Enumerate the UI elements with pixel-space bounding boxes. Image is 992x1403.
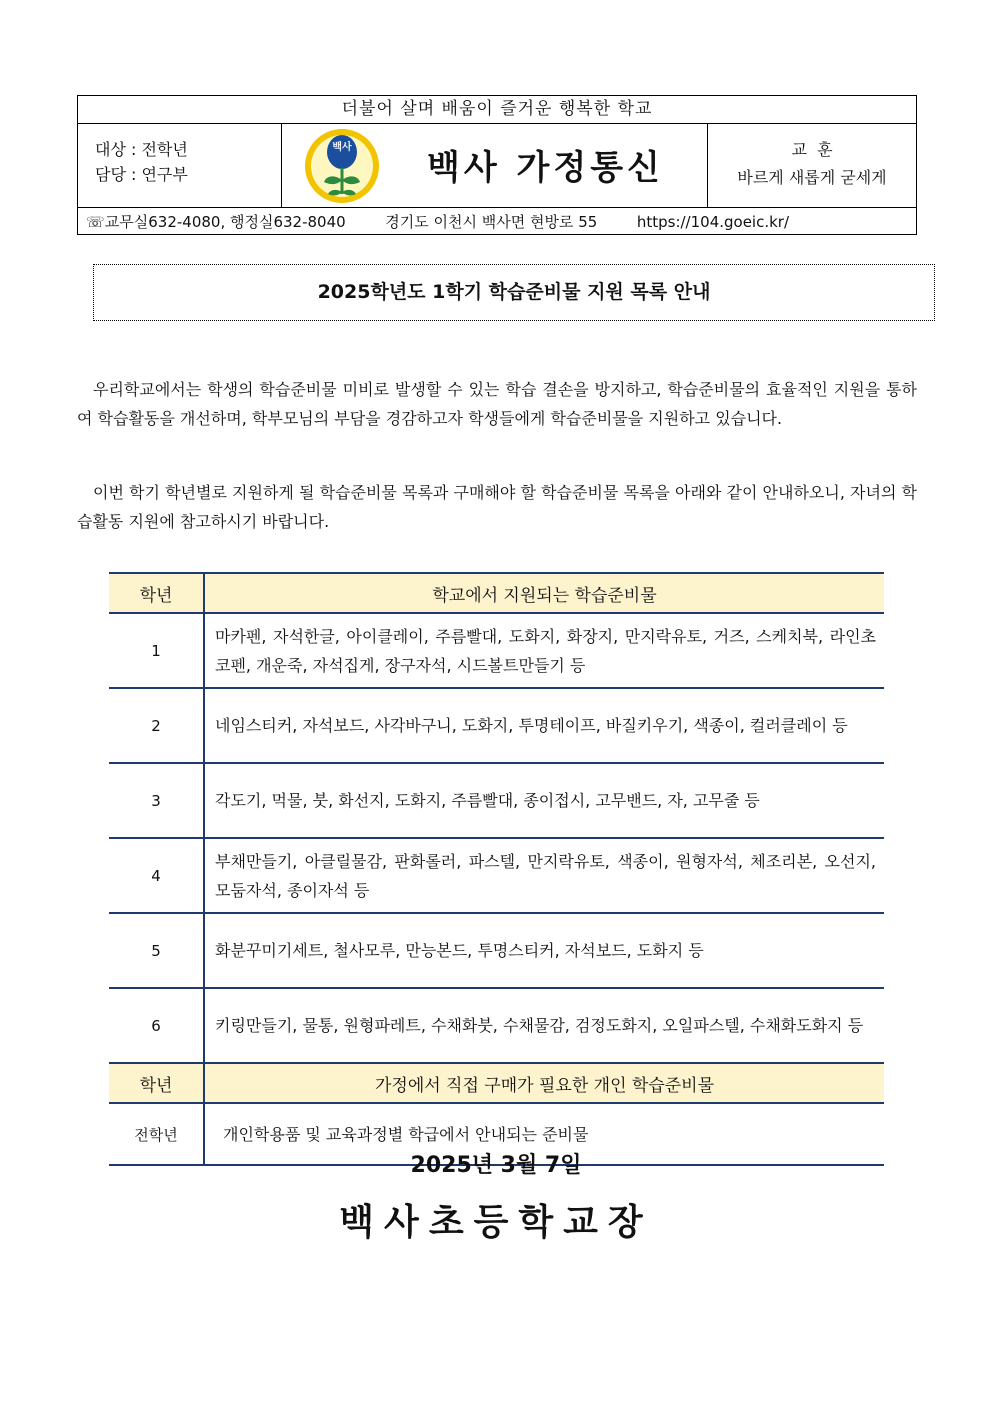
supplies-table <box>109 572 884 1166</box>
principal-signature: 백사초등학교장 <box>339 1202 653 1243</box>
table-row <box>109 913 884 988</box>
newsletter-title: 백사 가정통신 <box>427 148 664 188</box>
school-motto-box <box>708 124 916 207</box>
phone-numbers: ☏교무실632-4080, 행정실632-8040 <box>86 213 346 231</box>
target-audience: 대상 : 전학년 <box>95 140 188 159</box>
contact-line <box>78 208 916 236</box>
table-header-row-home <box>109 1063 884 1103</box>
table-row <box>109 838 884 913</box>
paragraph-guide: 이번 학기 학년별로 지원하게 될 학습준비물 목록과 구매해야 할 학습준비물 목록을 아래와 같이 안내하오니, 자녀의 학습활동 지원에 참고하시기 바랍니다. <box>77 483 917 531</box>
notice-subject: 2025학년도 1학기 학습준비물 지원 목록 안내 <box>93 264 935 321</box>
school-address: 경기도 이천시 백사면 현방로 55 <box>385 213 598 231</box>
header-middle <box>78 124 916 208</box>
items-cell: 키링만들기, 물통, 원형파레트, 수채화붓, 수채물감, 검정도화지, 오일파스텔, 수채화도화지 등 <box>204 988 884 1063</box>
table-row <box>109 988 884 1063</box>
home-supplies-header: 가정에서 직접 구매가 필요한 개인 학습준비물 <box>204 1063 884 1103</box>
paragraph-intro: 우리학교에서는 학생의 학습준비물 미비로 발생할 수 있는 학습 결손을 방지하고, 학습준비물의 효율적인 지원을 통하여 학습활동을 개선하며, 학부모님의 부담을 경감하고자 학생들에게 학습준비물을 지원하고 있습니다. <box>77 380 917 428</box>
table-row <box>109 688 884 763</box>
grade-header: 학년 <box>109 573 204 613</box>
items-cell: 개인학용품 및 교육과정별 학급에서 안내되는 준비물 <box>204 1103 884 1165</box>
school-url[interactable]: https://104.goeic.kr/ <box>636 213 790 231</box>
newsletter-header <box>77 95 917 235</box>
issue-date: 2025년 3월 7일 <box>410 1153 582 1178</box>
grade-cell: 5 <box>109 913 204 988</box>
school-supplies-header: 학교에서 지원되는 학습준비물 <box>204 573 884 613</box>
motto-label: 교 훈 <box>791 140 833 159</box>
title-area <box>282 124 708 207</box>
department: 담당 : 연구부 <box>95 165 188 184</box>
table-row <box>109 613 884 688</box>
school-logo-icon <box>304 128 380 204</box>
grade-header: 학년 <box>109 1063 204 1103</box>
school-motto: 바르게 새롭게 굳세게 <box>737 168 887 187</box>
school-vision: 더불어 살며 배움이 즐거운 행복한 학교 <box>78 96 916 124</box>
items-cell: 화분꾸미기세트, 철사모루, 만능본드, 투명스티커, 자석보드, 도화지 등 <box>204 913 884 988</box>
logo-text: 백사 <box>332 142 352 153</box>
table-row <box>109 763 884 838</box>
items-cell: 마카펜, 자석한글, 아이클레이, 주름빨대, 도화지, 화장지, 만지락유토, 거즈, 스케치북, 라인초코펜, 개운죽, 자석집게, 장구자석, 시드볼트만들기 등 <box>204 613 884 688</box>
grade-cell: 4 <box>109 838 204 913</box>
grade-cell: 2 <box>109 688 204 763</box>
grade-cell: 1 <box>109 613 204 688</box>
items-cell: 네임스티커, 자석보드, 사각바구니, 도화지, 투명테이프, 바질키우기, 색종이, 컬러클레이 등 <box>204 688 884 763</box>
audience-info <box>78 124 282 207</box>
table-header-row <box>109 573 884 613</box>
items-cell: 부채만들기, 아클릴물감, 판화롤러, 파스텔, 만지락유토, 색종이, 원형자석, 체조리본, 오선지, 모둠자석, 종이자석 등 <box>204 838 884 913</box>
grade-cell: 3 <box>109 763 204 838</box>
grade-cell: 전학년 <box>109 1103 204 1165</box>
items-cell: 각도기, 먹물, 붓, 화선지, 도화지, 주름빨대, 종이접시, 고무밴드, 자, 고무줄 등 <box>204 763 884 838</box>
grade-cell: 6 <box>109 988 204 1063</box>
